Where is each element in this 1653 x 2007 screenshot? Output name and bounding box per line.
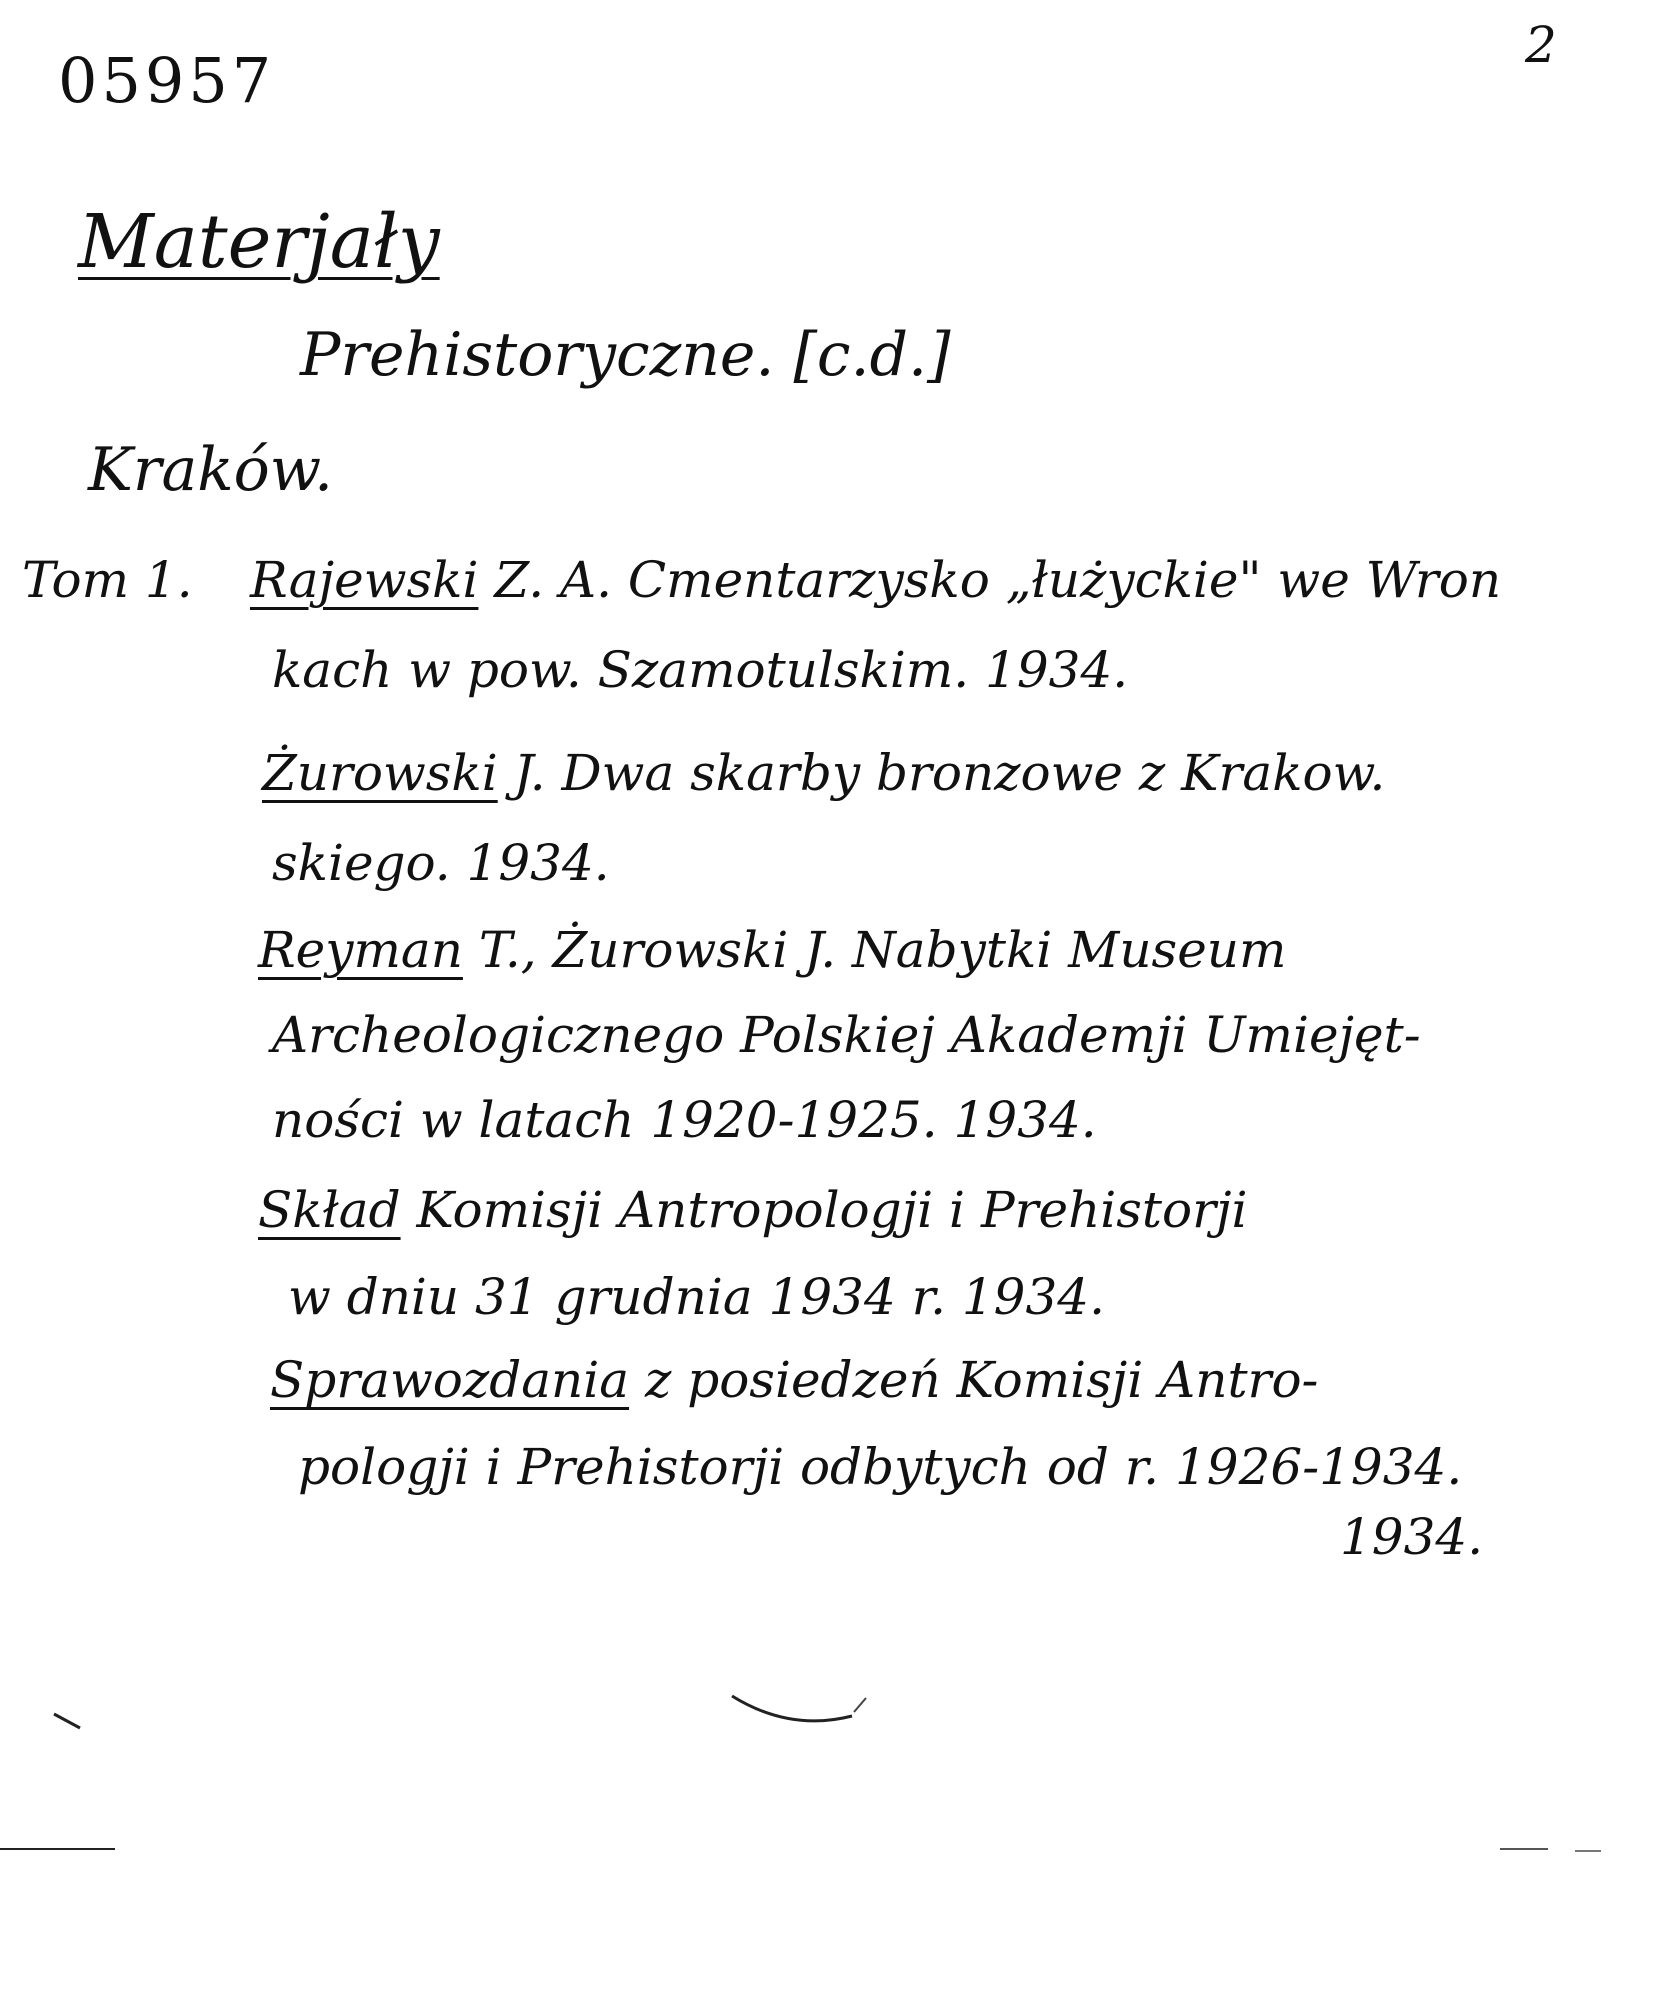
scan-edge-line (0, 1848, 115, 1850)
page-number: 2 (1525, 16, 1557, 74)
scan-mark (50, 1710, 90, 1734)
scan-edge-line (1575, 1850, 1601, 1852)
entry-text: Z. A. Cmentarzysko „łużyckie" we Wron (494, 551, 1502, 609)
entry-text: T., Żurowski J. Nabytki Museum (478, 921, 1287, 979)
entry-line (258, 1181, 1248, 1239)
entry-line (270, 1351, 1319, 1409)
entry-line: w dniu 31 grudnia 1934 r. 1934. (288, 1268, 1105, 1326)
scan-smudge (720, 1680, 880, 1740)
entry-line (250, 551, 1502, 609)
entry-line (262, 744, 1386, 802)
catalog-number: 05957 (58, 44, 276, 117)
entry-author: Rajewski (250, 551, 479, 609)
entry-line: 1934. (1340, 1508, 1484, 1566)
scan-edge-line (1500, 1848, 1548, 1850)
entry-text: z posiedzeń Komisji Antro- (644, 1351, 1319, 1409)
entry-line: Archeologicznego Polskiej Akademji Umiejęt- (272, 1006, 1421, 1064)
entry-line: kach w pow. Szamotulskim. 1934. (272, 641, 1129, 699)
entry-author: Żurowski (262, 744, 498, 802)
entry-line: ności w latach 1920-1925. 1934. (272, 1091, 1097, 1149)
entry-line: pologji i Prehistorji odbytych od r. 1926-1934. (298, 1438, 1463, 1496)
entry-author: Reyman (258, 921, 463, 979)
entry-text: J. Dwa skarby bronzowe z Krakow. (513, 744, 1386, 802)
card-subheading: Prehistoryczne. [c.d.] (300, 320, 951, 390)
entry-author: Sprawozdania (270, 1351, 630, 1409)
volume-label: Tom 1. (22, 551, 193, 609)
entry-text: Komisji Antropologji i Prehistorji (416, 1181, 1248, 1239)
entry-author: Skład (258, 1181, 401, 1239)
entry-line: skiego. 1934. (272, 834, 610, 892)
entry-line (258, 921, 1287, 979)
city-label: Kraków. (88, 435, 334, 505)
card-heading: Materjały (78, 199, 440, 285)
